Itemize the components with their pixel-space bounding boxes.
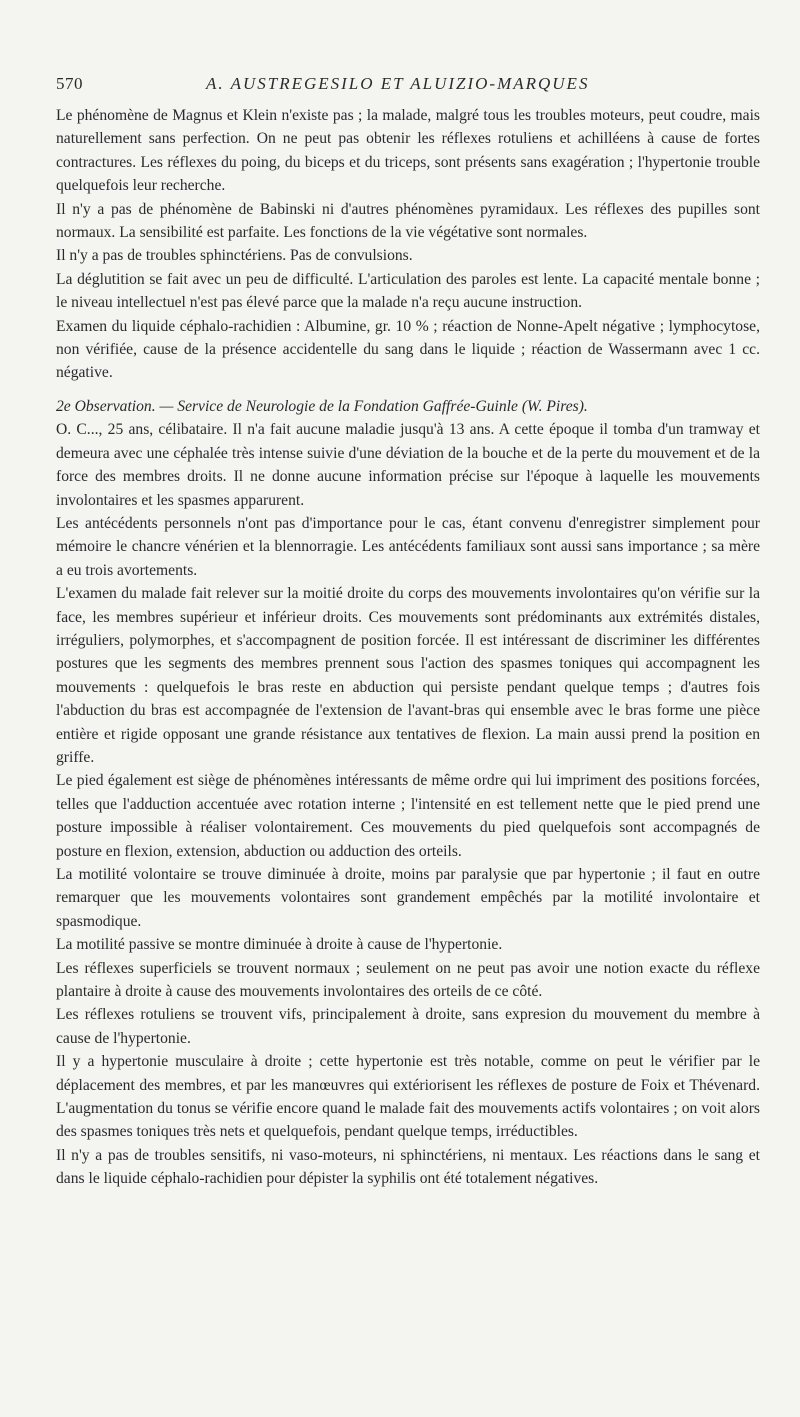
paragraph: Les réflexes superficiels se trouvent normaux ; seulement on ne peut pas avoir une notion exacte du réflexe plantaire à droite à cause des mouvements involontaires des orteils de ce côté.: [56, 959, 760, 1001]
body-text: [56, 104, 760, 1191]
paragraph: Le phénomène de Magnus et Klein n'existe pas ; la malade, malgré tous les troubles moteurs, peut coudre, mais naturellement sans perfection. On ne peut pas obtenir les réflexes rotuliens et achilléens à cause de fortes contractures. Les réflexes du poing, du biceps et du triceps, sont présents sans exagération ; l'hypertonie trouble quelquefois leur recherche.: [56, 107, 760, 195]
observation-heading: 2e Observation. — Service de Neurologie de la Fondation Gaffrée-Guinle (W. Pires).: [56, 397, 588, 415]
paragraph: Il y a hypertonie musculaire à droite ; cette hypertonie est très notable, comme on peut le vérifier par le déplacement des membres, et par les manœuvres qui extériorisent les réflexes de posture de Foix et Thévenard. L'augmentation du tonus se vérifie encore quand le malade fait des mouvements actifs volontaires ; on voit alors des spasmes toniques très nets et quelquefois, pendant quelque temps, irréductibles.: [56, 1053, 760, 1141]
paragraph: Il n'y a pas de troubles sphinctériens. Pas de convulsions.: [56, 247, 413, 265]
paragraph: Les réflexes rotuliens se trouvent vifs, principalement à droite, sans expresion du mouvement du membre à cause de l'hypertonie.: [56, 1006, 760, 1047]
paragraph: La déglutition se fait avec un peu de difficulté. L'articulation des paroles est lente. La capacité mentale bonne ; le niveau intellectuel n'est pas élevé parce que la malade n'a reçu aucune instruction.: [56, 270, 760, 312]
paragraph: Le pied également est siège de phénomènes intéressants de même ordre qui lui impriment des positions forcées, telles que l'adduction accentuée avec rotation interne ; l'intensité en est tellement nette que le pied prend une posture impossible à réaliser volontairement. Ces mouvements du pied quelquefois sont accompagnés de posture en flexion, extension, abduction ou adduction des orteils.: [56, 772, 760, 860]
paragraph: Les antécédents personnels n'ont pas d'importance pour le cas, étant convenu d'enregistrer simplement pour mémoire le chancre vénérien et la blennorragie. Les antécédents familiaux sont aussi sans importance ; sa mère a eu trois avortements.: [56, 514, 760, 579]
paragraph: O. C..., 25 ans, célibataire. Il n'a fait aucune maladie jusqu'à 13 ans. A cette époque il tomba d'un tramway et demeura avec une céphalée très intense suivie d'une déviation de la bouche et de la perte du mouvement et de la force des membres droits. Il ne donne aucune information précise sur l'époque à laquelle les mouvements involontaires et les spasmes apparurent.: [56, 421, 760, 509]
paragraph: Examen du liquide céphalo-rachidien : Albumine, gr. 10 % ; réaction de Nonne-Apelt négative ; lymphocytose, non vérifiée, cause de la présence accidentelle du sang dans le liquide ; réaction de Wassermann avec 1 cc. négative.: [56, 317, 760, 382]
running-head: A. AUSTREGESILO ET ALUIZIO-MARQUES: [206, 74, 590, 93]
paragraph: Il n'y a pas de troubles sensitifs, ni vaso-moteurs, ni sphinctériens, ni mentaux. Les réactions dans le sang et dans le liquide céphalo-rachidien pour dépister la syphilis ont été totalement négatives.: [56, 1146, 760, 1188]
page-number: 570: [56, 74, 83, 93]
paragraph: Il n'y a pas de phénomène de Babinski ni d'autres phénomènes pyramidaux. Les réflexes des pupilles sont normaux. La sensibilité est parfaite. Les fonctions de la vie végétative sont normales.: [56, 200, 760, 242]
paragraph: La motilité passive se montre diminuée à droite à cause de l'hypertonie.: [56, 936, 503, 954]
paragraph: La motilité volontaire se trouve diminuée à droite, moins par paralysie que par hypertonie ; il faut en outre remarquer que les mouvements volontaires sont grandement empêchés par la motilité involontaire et spasmodique.: [56, 866, 760, 930]
paragraph: L'examen du malade fait relever sur la moitié droite du corps des mouvements involontaires qu'on vérifie sur la face, les membres supérieur et inférieur droits. Ces mouvements sont prédominants aux extrémités distales, irréguliers, polymorphes, et s'accompagnent de position forcée. Il est intéressant de discriminer les différentes postures que les segments des membres prennent sous l'action des spasmes toniques qui accompagnent les mouvements : quelquefois le bras reste en abduction qui persiste pendant quelque temps ; d'autres fois l'abduction du bras est accompagnée de l'extension de l'avant-bras qui ensemble avec le bras forme une pièce entière et rigide opposant une grande résistance aux tentatives de flexion. La main aussi prend la position en griffe.: [56, 585, 760, 766]
page-header: [56, 74, 760, 104]
